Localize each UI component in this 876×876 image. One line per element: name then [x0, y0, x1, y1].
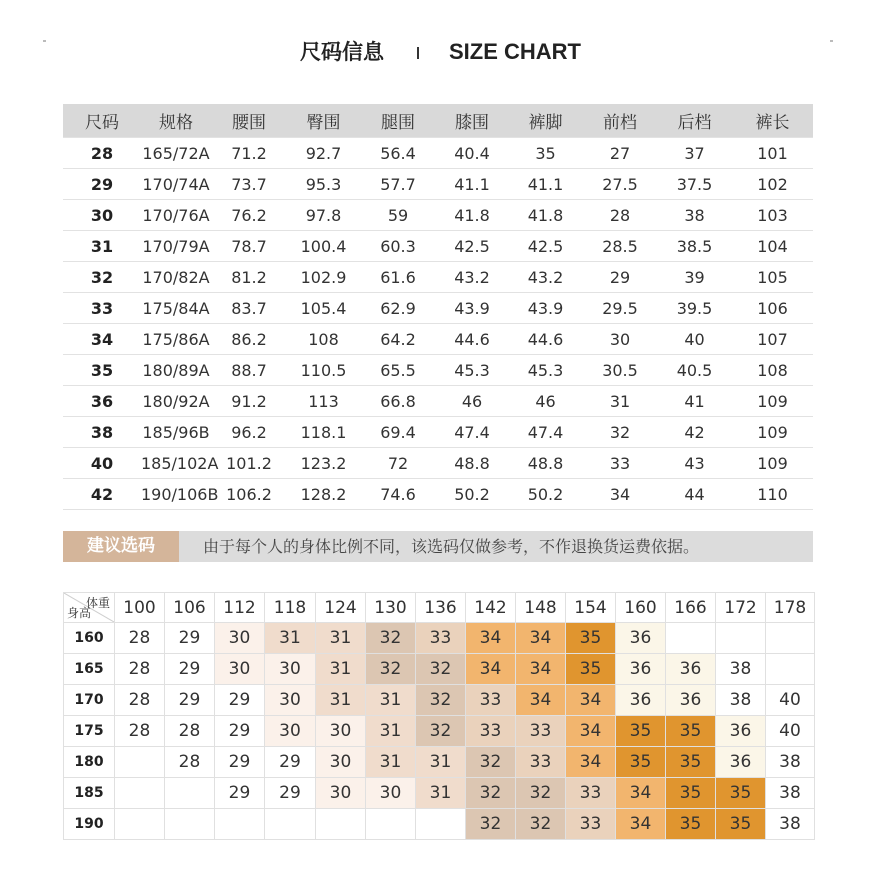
size-suggestion-cell: 35	[616, 716, 666, 747]
weight-header-row	[64, 593, 815, 623]
table-cell: 56.4	[360, 138, 436, 169]
table-cell: 48.8	[436, 448, 508, 479]
table-cell: 190/106B	[141, 479, 211, 510]
size-suggestion-cell	[265, 809, 316, 840]
table-cell: 47.4	[508, 417, 583, 448]
size-suggestion-cell: 38	[716, 685, 766, 716]
weight-header-cell: 154	[566, 593, 616, 623]
table-cell: 31	[583, 386, 657, 417]
weight-header-cell: 106	[165, 593, 215, 623]
table-cell: 109	[732, 386, 813, 417]
table-cell: 107	[732, 324, 813, 355]
size-suggestion-cell: 29	[215, 685, 265, 716]
height-header-cell: 170	[64, 685, 115, 716]
size-suggestion-cell: 34	[616, 778, 666, 809]
size-suggestion-cell: 31	[316, 654, 366, 685]
table-cell: 41.8	[508, 200, 583, 231]
size-suggestion-cell: 36	[616, 623, 666, 654]
weight-header-cell: 166	[666, 593, 716, 623]
size-suggestion-cell: 29	[265, 747, 316, 778]
size-suggestion-cell	[115, 809, 165, 840]
table-cell: 35	[508, 138, 583, 169]
size-suggestion-cell: 28	[115, 716, 165, 747]
table-cell: 81.2	[211, 262, 287, 293]
weight-header-cell: 124	[316, 593, 366, 623]
size-code-cell: 28	[63, 138, 141, 169]
weight-header-cell: 160	[616, 593, 666, 623]
table-cell: 102.9	[287, 262, 360, 293]
weight-header-cell: 172	[716, 593, 766, 623]
height-row	[64, 747, 815, 778]
size-suggestion-cell: 33	[416, 623, 466, 654]
size-suggestion-cell: 31	[366, 685, 416, 716]
table-row	[63, 417, 813, 448]
size-suggestion-cell: 38	[766, 747, 815, 778]
size-suggestion-cell: 33	[566, 809, 616, 840]
size-suggestion-cell	[766, 623, 815, 654]
table-cell: 88.7	[211, 355, 287, 386]
size-suggestion-cell: 35	[566, 623, 616, 654]
size-suggestion-cell: 34	[566, 747, 616, 778]
size-suggestion-cell: 30	[215, 654, 265, 685]
size-suggestion-cell	[165, 809, 215, 840]
title-en: SIZE CHART	[449, 39, 581, 64]
size-suggestion-cell: 32	[416, 654, 466, 685]
size-suggestion-cell: 34	[566, 716, 616, 747]
table-cell: 37	[657, 138, 732, 169]
table-cell: 180/92A	[141, 386, 211, 417]
table-cell: 43.9	[508, 293, 583, 324]
column-header: 裤长	[732, 104, 813, 138]
size-suggestion-cell: 29	[215, 716, 265, 747]
table-cell: 104	[732, 231, 813, 262]
size-suggestion-cell: 36	[666, 654, 716, 685]
size-suggestion-cell: 33	[566, 778, 616, 809]
size-suggestion-cell: 32	[416, 685, 466, 716]
column-header: 规格	[141, 104, 211, 138]
table-cell: 27.5	[583, 169, 657, 200]
page-title	[0, 36, 876, 68]
table-cell: 40.5	[657, 355, 732, 386]
table-cell: 48.8	[508, 448, 583, 479]
size-suggestion-cell: 29	[165, 685, 215, 716]
size-suggestion-cell: 35	[666, 809, 716, 840]
size-suggestion-cell: 32	[466, 778, 516, 809]
table-cell: 32	[583, 417, 657, 448]
size-suggestion-cell: 38	[716, 654, 766, 685]
size-suggestion-cell: 32	[516, 809, 566, 840]
table-cell: 105.4	[287, 293, 360, 324]
table-cell: 95.3	[287, 169, 360, 200]
size-suggestion-cell: 35	[566, 654, 616, 685]
size-code-cell: 40	[63, 448, 141, 479]
table-cell: 91.2	[211, 386, 287, 417]
table-cell: 102	[732, 169, 813, 200]
size-suggestion-cell	[766, 654, 815, 685]
size-code-cell: 30	[63, 200, 141, 231]
size-suggestion-cell: 36	[666, 685, 716, 716]
size-code-cell: 34	[63, 324, 141, 355]
table-cell: 110.5	[287, 355, 360, 386]
table-cell: 76.2	[211, 200, 287, 231]
size-suggestion-cell: 33	[516, 716, 566, 747]
size-suggestion-cell	[416, 809, 466, 840]
size-suggestion-cell: 35	[716, 809, 766, 840]
table-cell: 66.8	[360, 386, 436, 417]
table-row	[63, 138, 813, 169]
weight-header-cell: 130	[366, 593, 416, 623]
size-suggestion-cell	[215, 809, 265, 840]
table-cell: 106.2	[211, 479, 287, 510]
table-cell: 41.1	[508, 169, 583, 200]
column-header: 膝围	[436, 104, 508, 138]
table-cell: 42.5	[508, 231, 583, 262]
height-header-cell: 180	[64, 747, 115, 778]
table-cell: 108	[287, 324, 360, 355]
size-suggestion-cell: 35	[666, 747, 716, 778]
table-cell: 59	[360, 200, 436, 231]
size-suggestion-cell: 34	[516, 685, 566, 716]
size-suggestion-cell: 33	[466, 716, 516, 747]
height-header-cell: 175	[64, 716, 115, 747]
size-suggestion-cell: 35	[616, 747, 666, 778]
size-suggestion-cell: 31	[416, 778, 466, 809]
table-cell: 57.7	[360, 169, 436, 200]
table-cell: 100.4	[287, 231, 360, 262]
size-suggestion-cell	[115, 747, 165, 778]
table-cell: 108	[732, 355, 813, 386]
table-cell: 62.9	[360, 293, 436, 324]
table-cell: 38.5	[657, 231, 732, 262]
size-suggestion-cell: 30	[265, 654, 316, 685]
height-row	[64, 685, 815, 716]
size-suggestion-cell: 34	[516, 623, 566, 654]
size-suggestion-cell: 28	[115, 685, 165, 716]
size-code-cell: 38	[63, 417, 141, 448]
weight-header-cell: 136	[416, 593, 466, 623]
table-cell: 46	[508, 386, 583, 417]
table-cell: 28.5	[583, 231, 657, 262]
size-suggestion-cell: 30	[366, 778, 416, 809]
table-cell: 37.5	[657, 169, 732, 200]
table-cell: 29.5	[583, 293, 657, 324]
size-suggestion-cell: 32	[466, 747, 516, 778]
table-cell: 175/86A	[141, 324, 211, 355]
column-header: 后档	[657, 104, 732, 138]
size-suggestion-cell: 34	[566, 685, 616, 716]
size-suggestion-cell: 30	[265, 716, 316, 747]
size-code-cell: 35	[63, 355, 141, 386]
table-cell: 69.4	[360, 417, 436, 448]
size-suggestion-cell: 36	[616, 654, 666, 685]
table-cell: 185/96B	[141, 417, 211, 448]
weight-header-cell: 178	[766, 593, 815, 623]
table-cell: 27	[583, 138, 657, 169]
size-suggestion-cell: 30	[316, 778, 366, 809]
size-suggestion-cell: 34	[516, 654, 566, 685]
size-suggestion-cell: 31	[366, 716, 416, 747]
height-row	[64, 809, 815, 840]
table-row	[63, 386, 813, 417]
table-cell: 105	[732, 262, 813, 293]
weight-corner-label: 体重	[85, 596, 110, 610]
table-cell: 185/102A	[141, 448, 211, 479]
height-header-cell: 160	[64, 623, 115, 654]
table-cell: 43.9	[436, 293, 508, 324]
size-suggestion-cell: 31	[366, 747, 416, 778]
size-suggestion-cell: 36	[616, 685, 666, 716]
table-cell: 110	[732, 479, 813, 510]
table-cell: 74.6	[360, 479, 436, 510]
size-suggestion-cell: 30	[316, 716, 366, 747]
table-cell: 106	[732, 293, 813, 324]
height-corner-label: 身高	[67, 606, 92, 620]
size-suggestion-cell: 38	[766, 809, 815, 840]
size-suggestion-cell: 31	[316, 685, 366, 716]
table-cell: 118.1	[287, 417, 360, 448]
size-suggestion-cell: 29	[215, 778, 265, 809]
table-row	[63, 293, 813, 324]
table-cell: 44.6	[436, 324, 508, 355]
size-suggestion-cell: 28	[115, 654, 165, 685]
size-suggestion-cell: 31	[316, 623, 366, 654]
height-header-cell: 185	[64, 778, 115, 809]
table-cell: 61.6	[360, 262, 436, 293]
table-cell: 42	[657, 417, 732, 448]
table-cell: 42.5	[436, 231, 508, 262]
size-suggestion-cell: 32	[366, 623, 416, 654]
table-row	[63, 324, 813, 355]
size-suggestion-cell: 35	[666, 778, 716, 809]
size-suggestion-cell	[666, 623, 716, 654]
table-cell: 97.8	[287, 200, 360, 231]
size-suggestion-cell: 34	[466, 623, 516, 654]
table-cell: 38	[657, 200, 732, 231]
table-cell: 96.2	[211, 417, 287, 448]
table-cell: 30.5	[583, 355, 657, 386]
table-cell: 43.2	[436, 262, 508, 293]
size-suggestion-cell: 40	[766, 716, 815, 747]
size-suggestion-cell: 28	[165, 747, 215, 778]
table-cell: 170/76A	[141, 200, 211, 231]
height-header-cell: 165	[64, 654, 115, 685]
size-suggestion-cell: 34	[616, 809, 666, 840]
table-cell: 109	[732, 448, 813, 479]
size-suggestion-cell: 29	[265, 778, 316, 809]
weight-header-cell: 118	[265, 593, 316, 623]
table-cell: 28	[583, 200, 657, 231]
table-cell: 175/84A	[141, 293, 211, 324]
table-cell: 170/79A	[141, 231, 211, 262]
recommendation-note: 由于每个人的身体比例不同，该选码仅做参考，不作退换货运费依据。	[203, 537, 700, 556]
size-suggestion-cell: 29	[215, 747, 265, 778]
weight-header-cell: 142	[466, 593, 516, 623]
table-cell: 44	[657, 479, 732, 510]
size-suggestion-cell: 38	[766, 778, 815, 809]
title-divider	[417, 47, 419, 59]
size-chart-table	[63, 104, 813, 510]
table-row	[63, 355, 813, 386]
size-code-cell: 31	[63, 231, 141, 262]
size-code-cell: 42	[63, 479, 141, 510]
height-row	[64, 623, 815, 654]
table-cell: 30	[583, 324, 657, 355]
table-cell: 33	[583, 448, 657, 479]
table-cell: 45.3	[436, 355, 508, 386]
table-cell: 128.2	[287, 479, 360, 510]
table-cell: 113	[287, 386, 360, 417]
table-cell: 47.4	[436, 417, 508, 448]
table-cell: 78.7	[211, 231, 287, 262]
size-suggestion-cell: 30	[316, 747, 366, 778]
size-suggestion-cell	[115, 778, 165, 809]
size-suggestion-cell: 32	[516, 778, 566, 809]
corner-header-cell	[64, 593, 115, 623]
recommendation-label: 建议选码	[63, 531, 179, 562]
size-suggestion-cell: 36	[716, 716, 766, 747]
table-cell: 170/74A	[141, 169, 211, 200]
table-cell: 50.2	[436, 479, 508, 510]
size-suggestion-cell: 31	[265, 623, 316, 654]
table-row	[63, 479, 813, 510]
size-suggestion-cell: 28	[165, 716, 215, 747]
size-suggestion-cell: 32	[366, 654, 416, 685]
size-suggestion-cell: 35	[666, 716, 716, 747]
table-cell: 41.1	[436, 169, 508, 200]
size-suggestion-cell	[716, 623, 766, 654]
size-suggestion-cell: 29	[165, 654, 215, 685]
table-cell: 73.7	[211, 169, 287, 200]
size-suggestion-cell: 32	[416, 716, 466, 747]
table-cell: 65.5	[360, 355, 436, 386]
table-cell: 50.2	[508, 479, 583, 510]
table-row	[63, 169, 813, 200]
table-cell: 101.2	[211, 448, 287, 479]
size-suggestion-cell: 40	[766, 685, 815, 716]
table-cell: 109	[732, 417, 813, 448]
table-cell: 165/72A	[141, 138, 211, 169]
table-cell: 92.7	[287, 138, 360, 169]
size-suggestion-cell: 36	[716, 747, 766, 778]
table-cell: 170/82A	[141, 262, 211, 293]
table-row	[63, 200, 813, 231]
table-cell: 72	[360, 448, 436, 479]
table-cell: 40.4	[436, 138, 508, 169]
table-cell: 40	[657, 324, 732, 355]
size-code-cell: 33	[63, 293, 141, 324]
height-row	[64, 654, 815, 685]
table-cell: 29	[583, 262, 657, 293]
table-cell: 43	[657, 448, 732, 479]
size-suggestion-cell: 28	[115, 623, 165, 654]
table-cell: 123.2	[287, 448, 360, 479]
table-cell: 41	[657, 386, 732, 417]
column-header: 臀围	[287, 104, 360, 138]
size-suggestion-cell	[165, 778, 215, 809]
size-code-cell: 29	[63, 169, 141, 200]
size-table-header	[63, 104, 813, 138]
table-cell: 101	[732, 138, 813, 169]
size-suggestion-cell: 35	[716, 778, 766, 809]
table-cell: 71.2	[211, 138, 287, 169]
size-suggestion-cell: 30	[215, 623, 265, 654]
size-suggestion-cell: 31	[416, 747, 466, 778]
table-cell: 64.2	[360, 324, 436, 355]
table-row	[63, 231, 813, 262]
recommendation-table	[63, 592, 815, 840]
table-row	[63, 448, 813, 479]
weight-header-cell: 100	[115, 593, 165, 623]
size-suggestion-cell	[316, 809, 366, 840]
size-code-cell: 32	[63, 262, 141, 293]
size-code-cell: 36	[63, 386, 141, 417]
weight-header-cell: 112	[215, 593, 265, 623]
title-cn: 尺码信息	[300, 40, 384, 64]
weight-header-cell: 148	[516, 593, 566, 623]
size-suggestion-cell: 33	[516, 747, 566, 778]
height-header-cell: 190	[64, 809, 115, 840]
recommendation-banner	[63, 531, 813, 562]
size-suggestion-cell: 30	[265, 685, 316, 716]
size-suggestion-cell: 32	[466, 809, 516, 840]
size-suggestion-cell: 29	[165, 623, 215, 654]
size-suggestion-cell: 33	[466, 685, 516, 716]
column-header: 尺码	[63, 104, 141, 138]
column-header: 裤脚	[508, 104, 583, 138]
column-header: 腿围	[360, 104, 436, 138]
height-row	[64, 716, 815, 747]
table-cell: 45.3	[508, 355, 583, 386]
table-cell: 83.7	[211, 293, 287, 324]
table-cell: 180/89A	[141, 355, 211, 386]
table-cell: 44.6	[508, 324, 583, 355]
table-cell: 39	[657, 262, 732, 293]
table-cell: 103	[732, 200, 813, 231]
height-row	[64, 778, 815, 809]
table-cell: 43.2	[508, 262, 583, 293]
table-cell: 60.3	[360, 231, 436, 262]
table-cell: 39.5	[657, 293, 732, 324]
size-suggestion-cell: 34	[466, 654, 516, 685]
table-cell: 41.8	[436, 200, 508, 231]
table-cell: 34	[583, 479, 657, 510]
table-cell: 46	[436, 386, 508, 417]
column-header: 前档	[583, 104, 657, 138]
column-header: 腰围	[211, 104, 287, 138]
table-row	[63, 262, 813, 293]
table-cell: 86.2	[211, 324, 287, 355]
size-suggestion-cell	[366, 809, 416, 840]
